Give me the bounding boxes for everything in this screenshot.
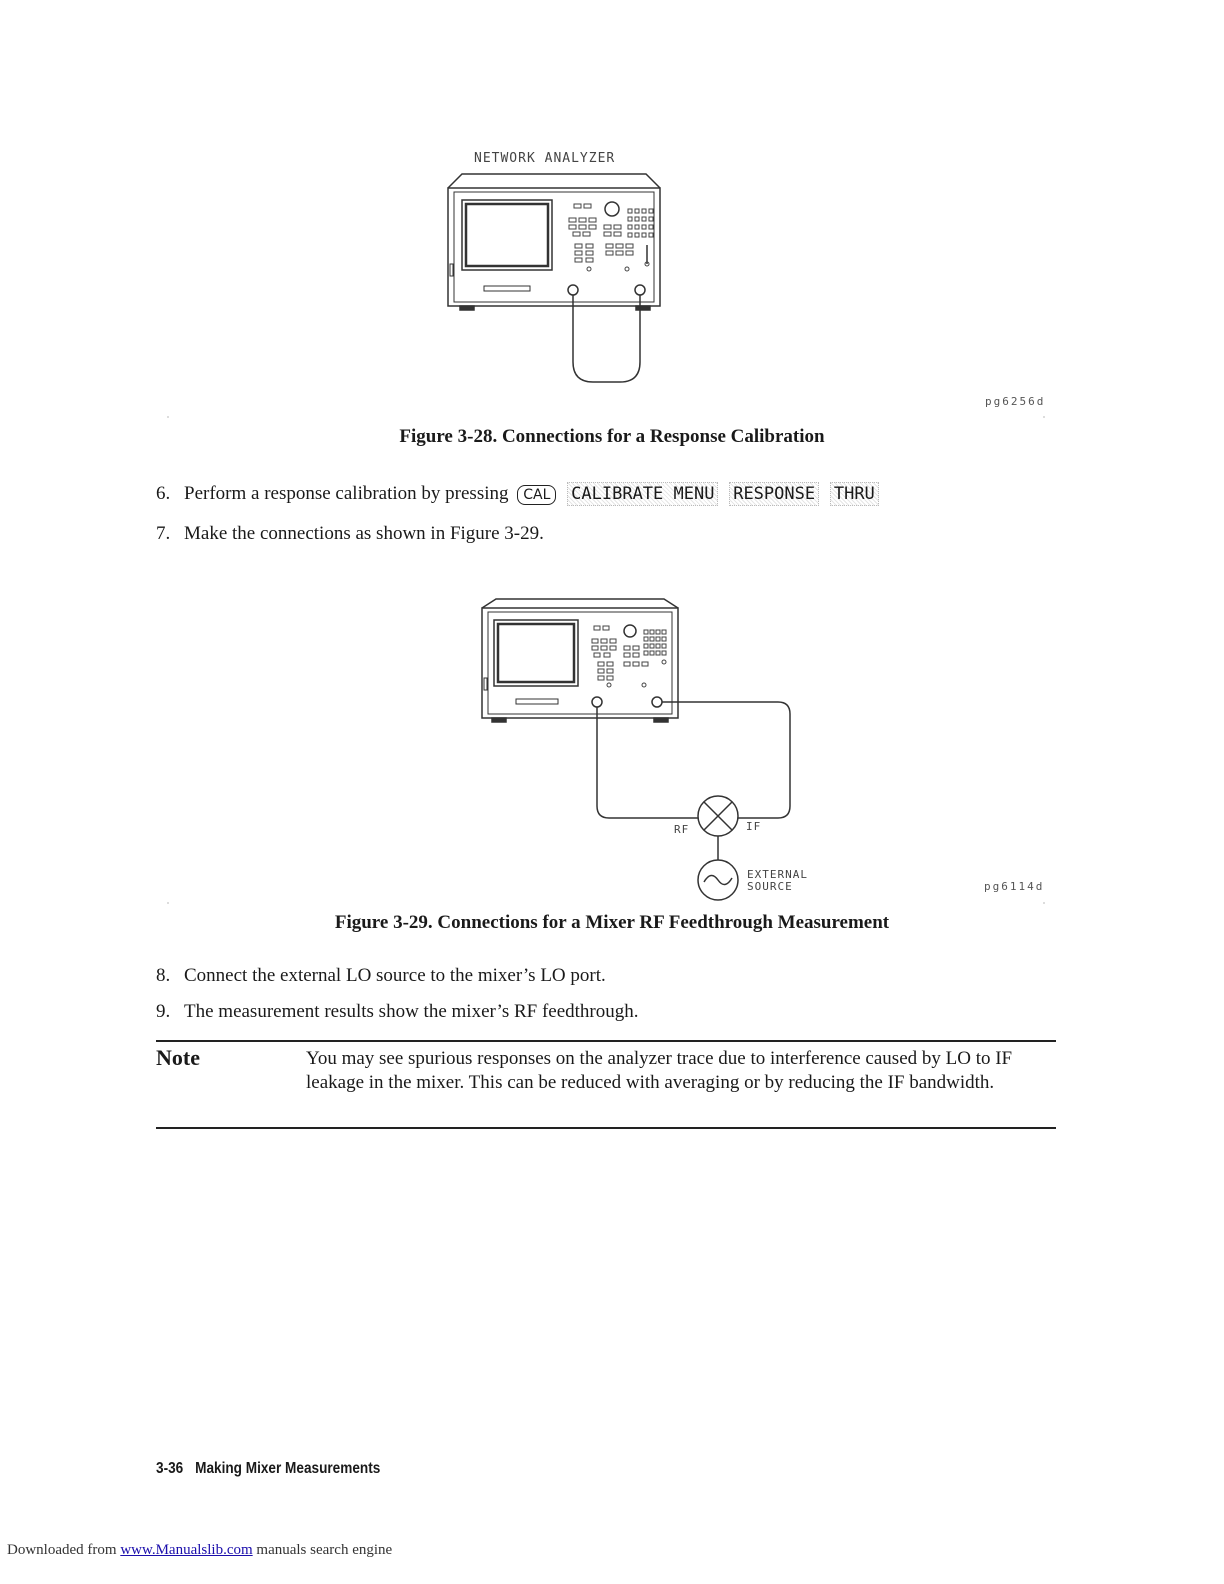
section-title: Making Mixer Measurements [195,1460,381,1477]
analyzer-body [448,188,660,306]
analyzer-screen [462,200,552,270]
response-softkey[interactable]: RESPONSE [729,482,819,506]
thru-softkey[interactable]: THRU [830,482,879,506]
download-notice [7,1542,392,1559]
download-prefix: Downloaded from [7,1542,117,1558]
step-number: 7. [156,523,171,544]
page-number: 3-36 [156,1460,184,1477]
step-number: 9. [156,1001,171,1022]
rf-port [592,697,602,707]
note-title: Note [156,1045,200,1070]
step-number: 6. [156,483,171,504]
step-number: 8. [156,965,171,986]
analyzer-top-bevel [482,599,678,608]
note-body: You may see spurious responses on the analyzer trace due to interference caused by LO to IF leakage in the mixer. This can be reduced with averaging or by reducing the IF bandwidth. [306,1048,1013,1093]
if-port [652,697,662,707]
analyzer-knob [605,202,619,216]
figure1-id: pg6256d [985,395,1046,408]
step-9 [156,1001,639,1023]
figure2-caption: Figure 3-29. Connections for a Mixer RF Feedthrough Measurement [334,912,890,933]
cal-hardkey[interactable]: CAL [517,485,556,505]
external-source-label-1: EXTERNAL [747,868,808,881]
port-1 [568,285,578,295]
external-source-label-2: SOURCE [747,880,793,893]
calibrate-menu-softkey[interactable]: CALIBRATE MENU [567,482,718,506]
analyzer-knob [624,625,636,637]
note-top-rule [156,1040,1056,1042]
step-7 [156,523,544,545]
figure1-diagram [440,172,670,388]
note-bottom-rule [156,1127,1056,1129]
step-6 [156,482,879,506]
figure1-caption: Figure 3-28. Connections for a Response Calibration [399,426,825,447]
if-label: IF [746,820,762,833]
download-suffix: manuals search engine [256,1542,393,1558]
step-text: Perform a response calibration by pressing [184,483,509,504]
rf-label: RF [674,823,690,836]
port-2 [635,285,645,295]
thru-cable [573,295,640,382]
rf-cable [597,707,698,818]
figure2-diagram [474,592,804,908]
step-text: Make the connections as shown in Figure 3-29. [184,523,544,544]
manualslib-link[interactable]: www.Manualslib.com [120,1542,253,1558]
analyzer-top-bevel [448,174,660,188]
figure1-instrument-label: NETWORK ANALYZER [474,151,616,166]
step-text: Connect the external LO source to the mixer’s LO port. [184,965,606,986]
figure2-id: pg6114d [984,880,1045,893]
if-cable [662,702,790,818]
step-8 [156,965,606,987]
page-footer [156,1460,392,1478]
analyzer-screen [494,620,578,686]
step-text: The measurement results show the mixer’s RF feedthrough. [184,1001,639,1022]
